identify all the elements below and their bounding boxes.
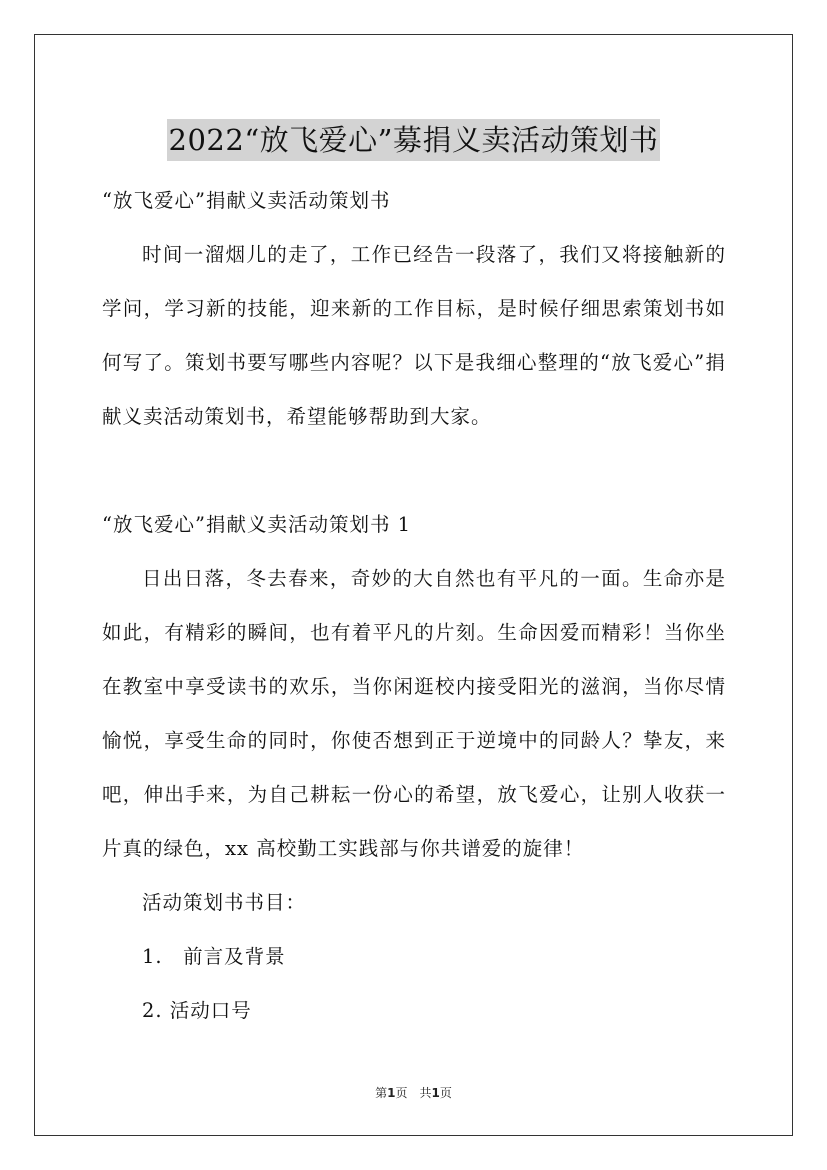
page-label-prefix: 第 [375,1086,388,1100]
page-footer [0,1084,827,1101]
section-paragraph: 日出日落，冬去春来，奇妙的大自然也有平凡的一面。生命亦是如此，有精彩的瞬间，也有着平凡的片刻。生命因爱而精彩！当你坐在教室中享受读书的欢乐，当你闲逛校内接受阳光的滋润，当你尽情愉悦，享受生命的同时，你使否想到正于逆境中的同龄人？挚友，来吧，伸出手来，为自己耕耘一份心的希望，放飞爱心，让别人收获一片真的绿色，xx 高校勤工实践部与你共谱爱的旋律！ [102,567,726,860]
document-title: 2022“放飞爱心”募捐义卖活动策划书 [167,119,661,161]
document-body [102,174,726,1038]
title-container [0,100,827,181]
paragraph-gap [102,444,726,498]
page-label-mid: 页 共 [395,1086,432,1100]
page-label-suffix: 页 [439,1086,452,1100]
toc-item: 2. 活动口号 [142,999,252,1022]
toc-item: 1. 前言及背景 [142,945,286,968]
total-page-number: 1 [431,1086,440,1100]
document-subtitle: “放飞爱心”捐献义卖活动策划书 [102,189,391,212]
current-page-number: 1 [387,1086,396,1100]
toc-label: 活动策划书书目： [142,891,307,914]
intro-paragraph: 时间一溜烟儿的走了，工作已经告一段落了，我们又将接触新的学问，学习新的技能，迎来新的工作目标，是时候仔细思索策划书如何写了。策划书要写哪些内容呢？以下是我细心整理的“放飞爱心”捐献义卖活动策划书，希望能够帮助到大家。 [102,243,726,428]
section-heading: “放飞爱心”捐献义卖活动策划书 1 [102,513,412,536]
